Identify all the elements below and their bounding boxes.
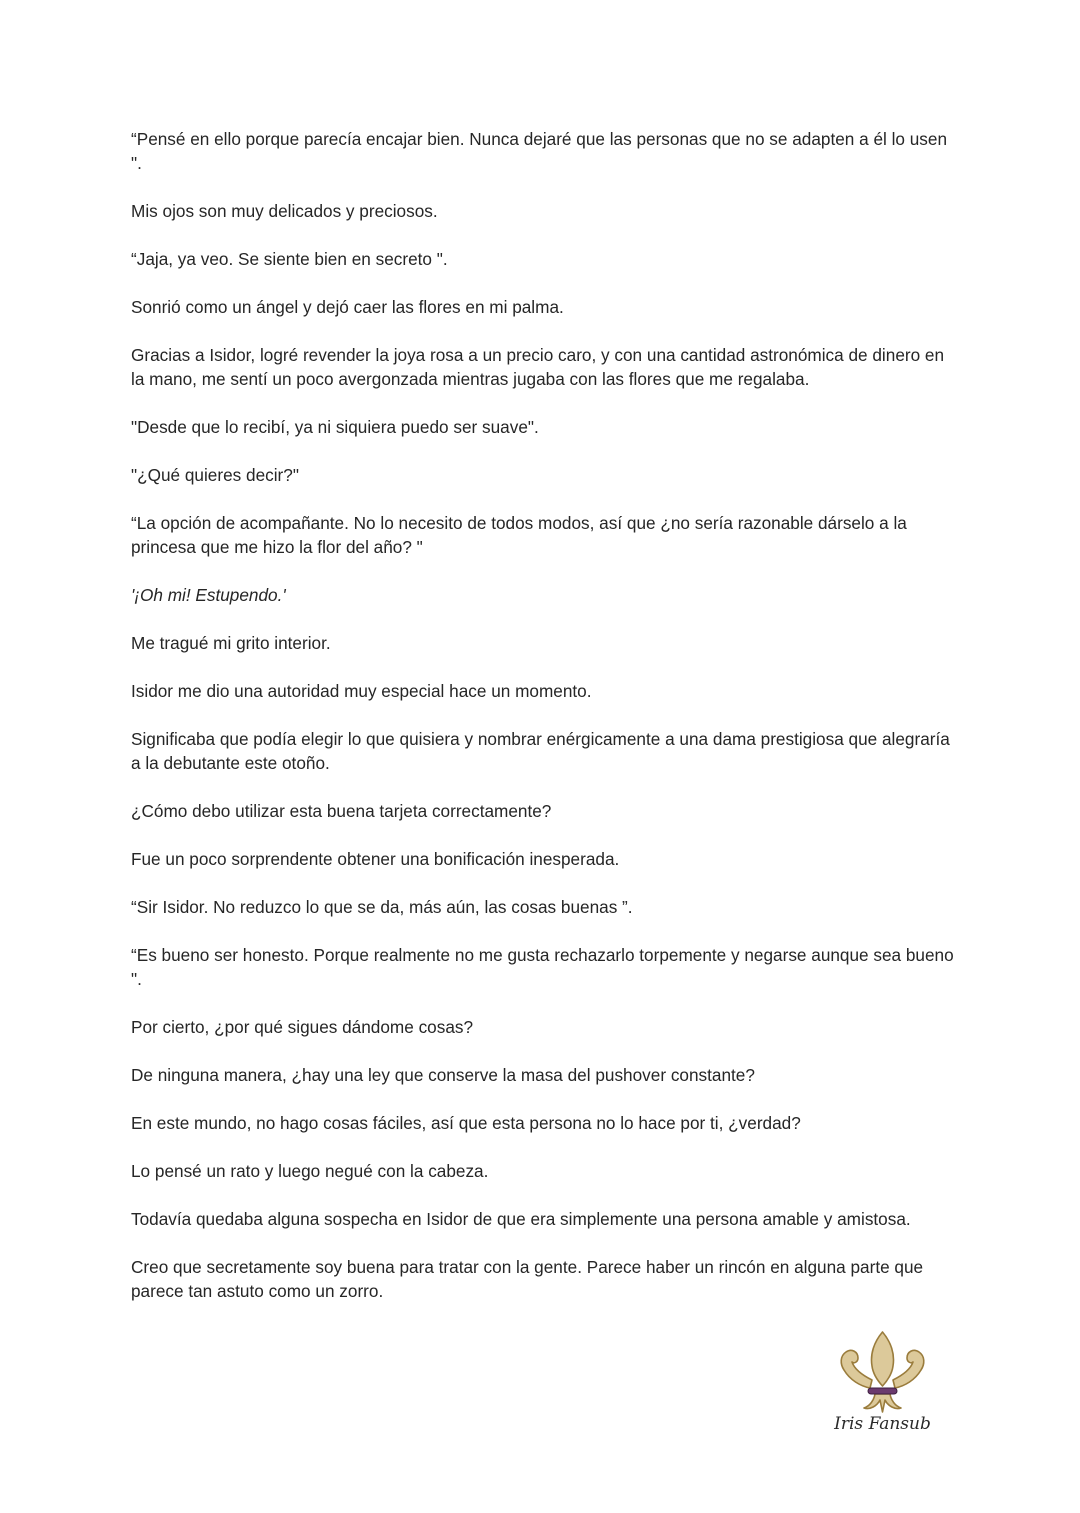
paragraph: “Es bueno ser honesto. Porque realmente no me gusta rechazarlo torpemente y negarse aunque sea bueno ". bbox=[131, 945, 954, 989]
paragraph: Sonrió como un ángel y dejó caer las flores en mi palma. bbox=[131, 297, 564, 317]
paragraph: “Pensé en ello porque parecía encajar bien. Nunca dejaré que las personas que no se adapten a él lo usen ". bbox=[131, 129, 948, 173]
paragraph: “La opción de acompañante. No lo necesito de todos modos, así que ¿no sería razonable dárselo a la princesa que me hizo la flor del año? " bbox=[131, 513, 907, 557]
paragraph: En este mundo, no hago cosas fáciles, así que esta persona no lo hace por ti, ¿verdad? bbox=[131, 1113, 801, 1133]
paragraph: Significaba que podía elegir lo que quisiera y nombrar enérgicamente a una dama prestigiosa que alegraría a la debutante este otoño. bbox=[131, 729, 950, 773]
paragraph: Me tragué mi grito interior. bbox=[131, 633, 331, 653]
iris-fansub-logo bbox=[830, 1328, 935, 1440]
paragraph: '¡Oh mi! Estupendo.' bbox=[131, 585, 286, 605]
paragraph: De ninguna manera, ¿hay una ley que conserve la masa del pushover constante? bbox=[131, 1065, 755, 1085]
paragraph: Mis ojos son muy delicados y preciosos. bbox=[131, 201, 438, 221]
document-body bbox=[131, 127, 956, 1327]
paragraph: "Desde que lo recibí, ya ni siquiera puedo ser suave". bbox=[131, 417, 539, 437]
fleur-de-lis-icon bbox=[830, 1328, 935, 1414]
paragraph: "¿Qué quieres decir?" bbox=[131, 465, 299, 485]
paragraph: Creo que secretamente soy buena para tratar con la gente. Parece haber un rincón en alguna parte que parece tan astuto como un zorro. bbox=[131, 1257, 924, 1301]
logo-text: Iris Fansub bbox=[834, 1414, 931, 1434]
paragraph: “Sir Isidor. No reduzco lo que se da, más aún, las cosas buenas ”. bbox=[131, 897, 633, 917]
paragraph: ¿Cómo debo utilizar esta buena tarjeta correctamente? bbox=[131, 801, 552, 821]
paragraph: Por cierto, ¿por qué sigues dándome cosas? bbox=[131, 1017, 474, 1037]
paragraph: Lo pensé un rato y luego negué con la cabeza. bbox=[131, 1161, 489, 1181]
paragraph: Fue un poco sorprendente obtener una bonificación inesperada. bbox=[131, 849, 620, 869]
paragraph: Isidor me dio una autoridad muy especial hace un momento. bbox=[131, 681, 592, 701]
paragraph: “Jaja, ya veo. Se siente bien en secreto ". bbox=[131, 249, 448, 269]
paragraph: Gracias a Isidor, logré revender la joya rosa a un precio caro, y con una cantidad astronómica de dinero en la mano, me sentí un poco avergonzada mientras jugaba con las flores que me regalaba. bbox=[131, 345, 945, 389]
paragraph: Todavía quedaba alguna sospecha en Isidor de que era simplemente una persona amable y amistosa. bbox=[131, 1209, 911, 1229]
